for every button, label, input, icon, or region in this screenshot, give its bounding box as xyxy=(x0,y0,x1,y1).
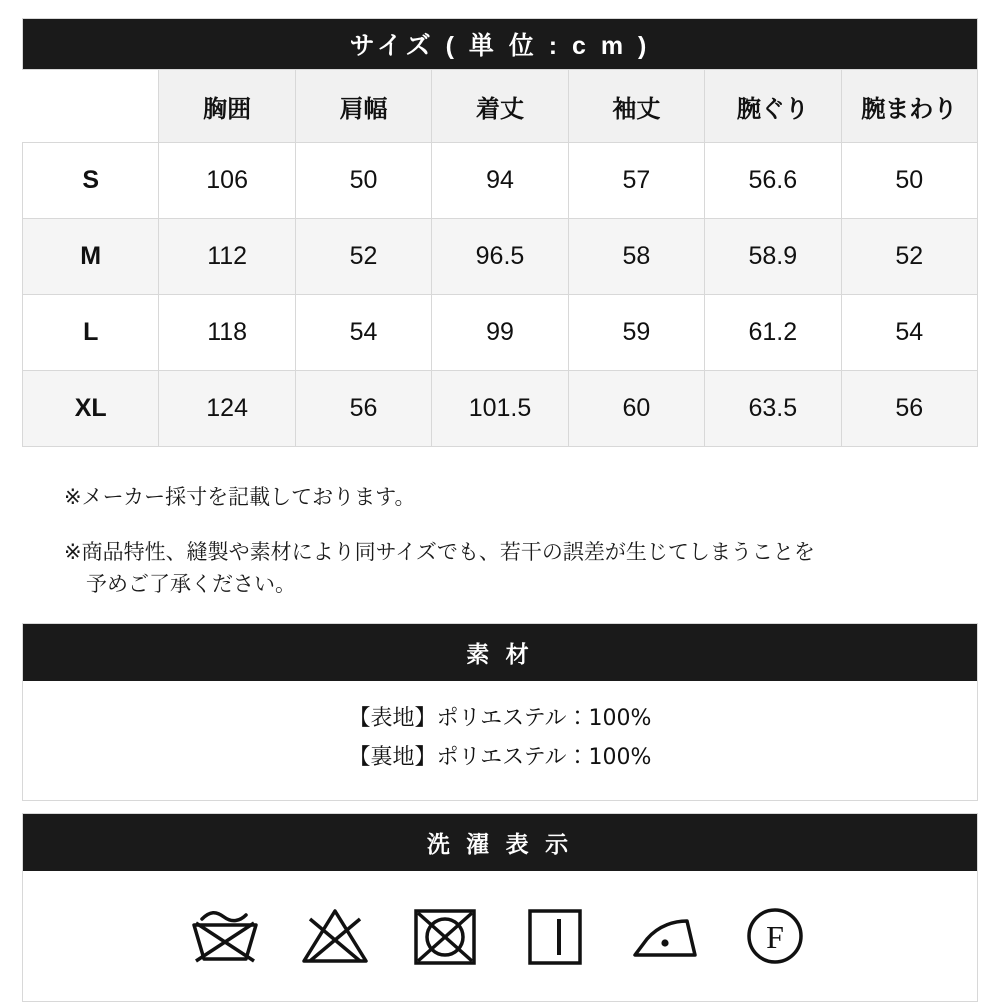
notes-section xyxy=(64,481,964,601)
material-panel xyxy=(22,623,978,801)
size-table-title: サイズ ( 単 位 : c m ) xyxy=(23,19,978,70)
no-bleach-icon xyxy=(299,903,371,969)
no-tumble-dry-icon xyxy=(409,903,481,969)
size-label-xl: XL xyxy=(23,371,159,447)
cell-l-length: 99 xyxy=(432,295,568,371)
cell-m-arm: 52 xyxy=(841,219,977,295)
material-panel-body xyxy=(23,681,977,800)
cell-m-length: 96.5 xyxy=(432,219,568,295)
size-table xyxy=(22,18,978,447)
iron-low-icon xyxy=(629,903,701,969)
size-label-m: M xyxy=(23,219,159,295)
column-header-shoulder: 肩幅 xyxy=(295,70,431,143)
table-row xyxy=(23,219,978,295)
svg-text:F: F xyxy=(766,918,784,955)
column-header-armhole: 腕ぐり xyxy=(705,70,841,143)
cell-s-shoulder: 50 xyxy=(295,143,431,219)
cell-xl-length: 101.5 xyxy=(432,371,568,447)
care-panel xyxy=(22,813,978,1002)
cell-xl-armhole: 63.5 xyxy=(705,371,841,447)
care-panel-header: 洗 濯 表 示 xyxy=(23,814,977,871)
cell-l-armhole: 61.2 xyxy=(705,295,841,371)
cell-s-length: 94 xyxy=(432,143,568,219)
care-icon-row xyxy=(23,889,977,979)
cell-xl-bust: 124 xyxy=(159,371,295,447)
table-row xyxy=(23,295,978,371)
note-measurement: ※メーカー採寸を記載しております。 xyxy=(64,485,416,509)
table-row xyxy=(23,371,978,447)
cell-xl-sleeve: 60 xyxy=(568,371,704,447)
cell-m-bust: 112 xyxy=(159,219,295,295)
cell-m-armhole: 58.9 xyxy=(705,219,841,295)
table-row xyxy=(23,143,978,219)
material-lining: 【裏地】ポリエステル：100% xyxy=(348,745,652,771)
cell-m-sleeve: 58 xyxy=(568,219,704,295)
note-tolerance xyxy=(64,536,964,601)
column-header-sleeve: 袖丈 xyxy=(568,70,704,143)
cell-s-arm: 50 xyxy=(841,143,977,219)
column-header-arm-circumference: 腕まわり xyxy=(841,70,977,143)
cell-l-arm: 54 xyxy=(841,295,977,371)
cell-xl-arm: 56 xyxy=(841,371,977,447)
cell-xl-shoulder: 56 xyxy=(295,371,431,447)
material-panel-header: 素 材 xyxy=(23,624,977,681)
size-label-s: S xyxy=(23,143,159,219)
cell-l-shoulder: 54 xyxy=(295,295,431,371)
column-header-length: 着丈 xyxy=(432,70,568,143)
care-panel-body xyxy=(23,871,977,1001)
no-machine-wash-icon xyxy=(189,903,261,969)
cell-s-bust: 106 xyxy=(159,143,295,219)
cell-s-sleeve: 57 xyxy=(568,143,704,219)
drip-dry-hang-icon xyxy=(519,903,591,969)
cell-l-bust: 118 xyxy=(159,295,295,371)
note-tolerance-line1: ※商品特性、縫製や素材により同サイズでも、若干の誤差が生じてしまうことを xyxy=(64,539,815,564)
size-table-corner-cell xyxy=(23,70,159,143)
size-table-header-row xyxy=(23,70,978,143)
note-tolerance-line2: 予めご了承ください。 xyxy=(86,572,296,597)
column-header-bust: 胸囲 xyxy=(159,70,295,143)
cell-l-sleeve: 59 xyxy=(568,295,704,371)
cell-s-armhole: 56.6 xyxy=(705,143,841,219)
dryclean-f-icon xyxy=(739,903,811,969)
size-label-l: L xyxy=(23,295,159,371)
material-outer: 【表地】ポリエステル：100% xyxy=(348,705,652,731)
cell-m-shoulder: 52 xyxy=(295,219,431,295)
